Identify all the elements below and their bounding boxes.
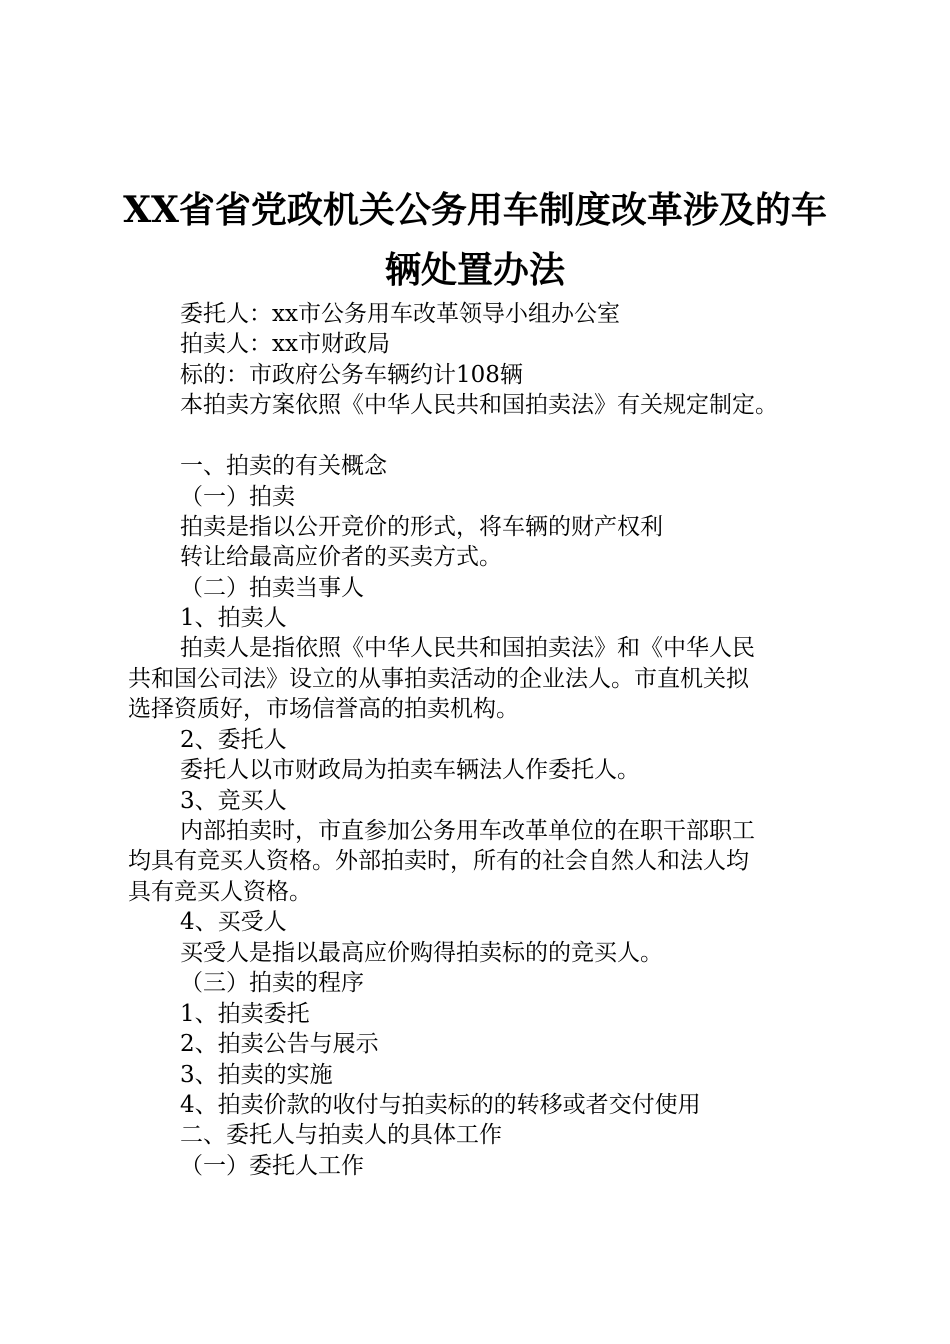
list-item: 4、拍卖价款的收付与拍卖标的的转移或者交付使用: [180, 1092, 701, 1118]
list-item: 2、拍卖公告与展示: [180, 1031, 379, 1057]
item-heading: 2、委托人: [180, 727, 287, 753]
subsection-heading: （二）拍卖当事人: [180, 575, 364, 601]
subsection-heading: （一）委托人工作: [180, 1153, 364, 1179]
client-line: 委托人：xx市公务用车改革领导小组办公室: [180, 301, 620, 327]
paragraph-line: 具有竞买人资格。: [128, 879, 312, 905]
auctioneer-line: 拍卖人：xx市财政局: [180, 331, 390, 357]
paragraph-line: 拍卖人是指依照《中华人民共和国拍卖法》和《中华人民: [180, 635, 755, 661]
document-title-line-1: XX省省党政机关公务用车制度改革涉及的车: [123, 189, 827, 231]
paragraph-line: 买受人是指以最高应价购得拍卖标的的竞买人。: [180, 940, 663, 966]
paragraph-line: 内部拍卖时，市直参加公务用车改革单位的在职干部职工: [180, 818, 755, 844]
document-title-line-2: 辆处置办法: [384, 249, 565, 291]
item-heading: 1、拍卖人: [180, 605, 287, 631]
paragraph-line: 转让给最高应价者的买卖方式。: [180, 544, 502, 570]
subsection-heading: （三）拍卖的程序: [180, 970, 364, 996]
subject-line: 标的：市政府公务车辆约计108辆: [180, 362, 523, 388]
paragraph-line: 选择资质好，市场信誉高的拍卖机构。: [128, 696, 519, 722]
subsection-heading: （一）拍卖: [180, 484, 295, 510]
item-heading: 4、买受人: [180, 909, 287, 935]
item-heading: 3、竞买人: [180, 788, 287, 814]
paragraph-line: 共和国公司法》设立的从事拍卖活动的企业法人。市直机关拟: [128, 666, 749, 692]
paragraph-line: 委托人以市财政局为拍卖车辆法人作委托人。: [180, 757, 640, 783]
paragraph-line: 均具有竞买人资格。外部拍卖时，所有的社会自然人和法人均: [128, 848, 749, 874]
section-heading: 二、委托人与拍卖人的具体工作: [180, 1122, 502, 1148]
section-heading: 一、拍卖的有关概念: [180, 453, 387, 479]
list-item: 1、拍卖委托: [180, 1001, 310, 1027]
basis-line: 本拍卖方案依照《中华人民共和国拍卖法》有关规定制定。: [180, 392, 778, 418]
list-item: 3、拍卖的实施: [180, 1062, 333, 1088]
paragraph-line: 拍卖是指以公开竞价的形式，将车辆的财产权利: [180, 514, 663, 540]
